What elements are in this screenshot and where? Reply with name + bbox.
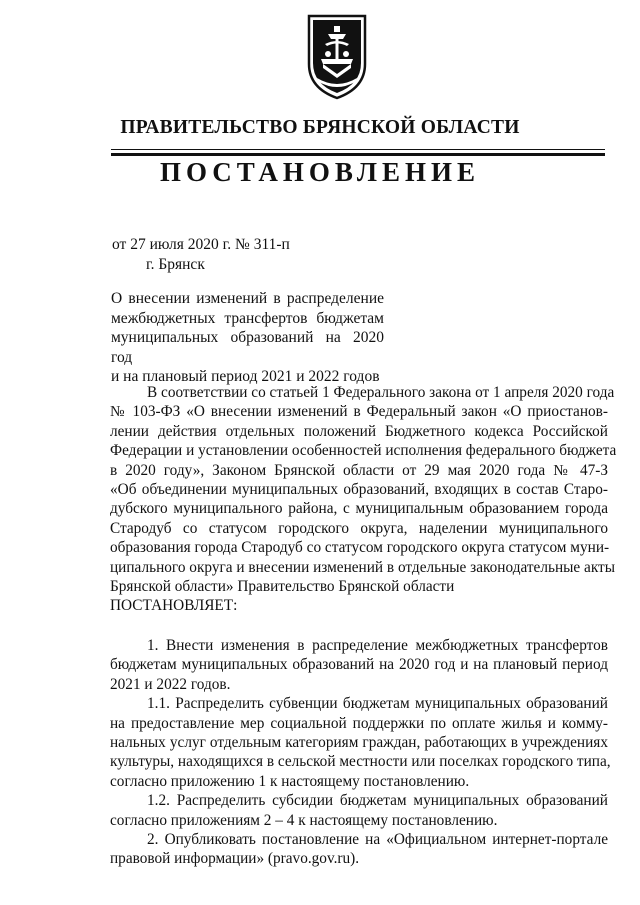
- preamble-line: в 2020 году», Законом Брянской области от 29 мая 2020 года № 47-З: [110, 461, 608, 479]
- item-1-line: бюджетам муниципальных образований на 2020 год и на плановый период: [110, 656, 608, 674]
- date-number-line: от 27 июля 2020 г. № 311-п: [112, 236, 290, 253]
- item-1-1: [110, 694, 611, 791]
- item-1-line: 1. Внести изменения в распределение межбюджетных трансфертов: [147, 636, 608, 654]
- header-rule-thick: [111, 153, 605, 156]
- item-1-2: [110, 791, 608, 830]
- item-1-2-line: 1.2. Распределить субсидии бюджетам муниципальных образований: [147, 792, 608, 810]
- preamble-line: Федерации и установлении особенностей исполнения федерального бюджета: [110, 442, 617, 460]
- resolves-word: ПОСТАНОВЛЯЕТ:: [110, 597, 238, 615]
- subject-line: муниципальных образований на 2020 год: [111, 329, 384, 366]
- item-1: [110, 636, 608, 694]
- preamble-line: Стародуб со статусом городского округа, наделении муниципального: [110, 519, 608, 537]
- document-body: [110, 383, 617, 869]
- item-1-1-line: культуры, находящихся в сельской местности или поселках городского типа,: [110, 753, 611, 771]
- organization-title: ПРАВИТЕЛЬСТВО БРЯНСКОЙ ОБЛАСТИ: [120, 117, 520, 138]
- preamble-line: № 103-ФЗ «О внесении изменений в Федеральный закон «О приостанов-: [110, 403, 608, 421]
- item-1-1-line: на предоставление мер социальной поддержки по оплате жилья и комму-: [110, 714, 608, 732]
- subject-line: и на плановый период 2021 и 2022 годов: [111, 368, 380, 385]
- city-line: г. Брянск: [146, 256, 205, 273]
- preamble-line: образования города Стародуб со статусом городского округа статусом муни-: [110, 539, 610, 557]
- item-2: [110, 830, 608, 869]
- subject-line: межбюджетных трансфертов бюджетам: [111, 309, 384, 327]
- document-type: ПОСТАНОВЛЕНИЕ: [159, 157, 481, 187]
- item-2-line: правовой информации» (pravo.gov.ru).: [110, 850, 360, 868]
- preamble-line: Брянской области» Правительство Брянской области: [110, 578, 455, 596]
- preamble-line: «Об объединении муниципальных образований, входящих в состав Старо-: [110, 481, 608, 499]
- item-1-2-line: согласно приложениям 2 – 4 к настоящему постановлению.: [110, 811, 498, 829]
- item-2-line: 2. Опубликовать постановление на «Официальном интернет-портале: [147, 830, 608, 848]
- item-1-1-line: нальных услуг отдельным категориям граждан, работающих в учреждениях: [110, 733, 608, 751]
- subject-line: О внесении изменений в распределение: [111, 290, 384, 307]
- header-rule-thin: [111, 149, 605, 150]
- item-1-line: 2021 и 2022 годов.: [110, 675, 231, 693]
- preamble-line: дубского муниципального района, с муниципальным образованием города: [110, 500, 608, 518]
- item-1-1-line: согласно приложению 1 к настоящему постановлению.: [110, 772, 470, 790]
- preamble-line: лении действия отдельных положений Бюджетного кодекса Российской: [110, 422, 608, 440]
- preamble-line: В соответствии со статьей 1 Федерального закона от 1 апреля 2020 года: [147, 384, 615, 401]
- preamble-line: ципального округа и внесении изменений в отдельные законодательные акты: [110, 558, 616, 576]
- bryansk-coat-of-arms-icon: [301, 12, 373, 100]
- preamble-paragraph: [110, 383, 617, 616]
- item-1-1-line: 1.1. Распределить субвенции бюджетам муниципальных образований: [147, 695, 608, 713]
- subject-block: [111, 289, 384, 387]
